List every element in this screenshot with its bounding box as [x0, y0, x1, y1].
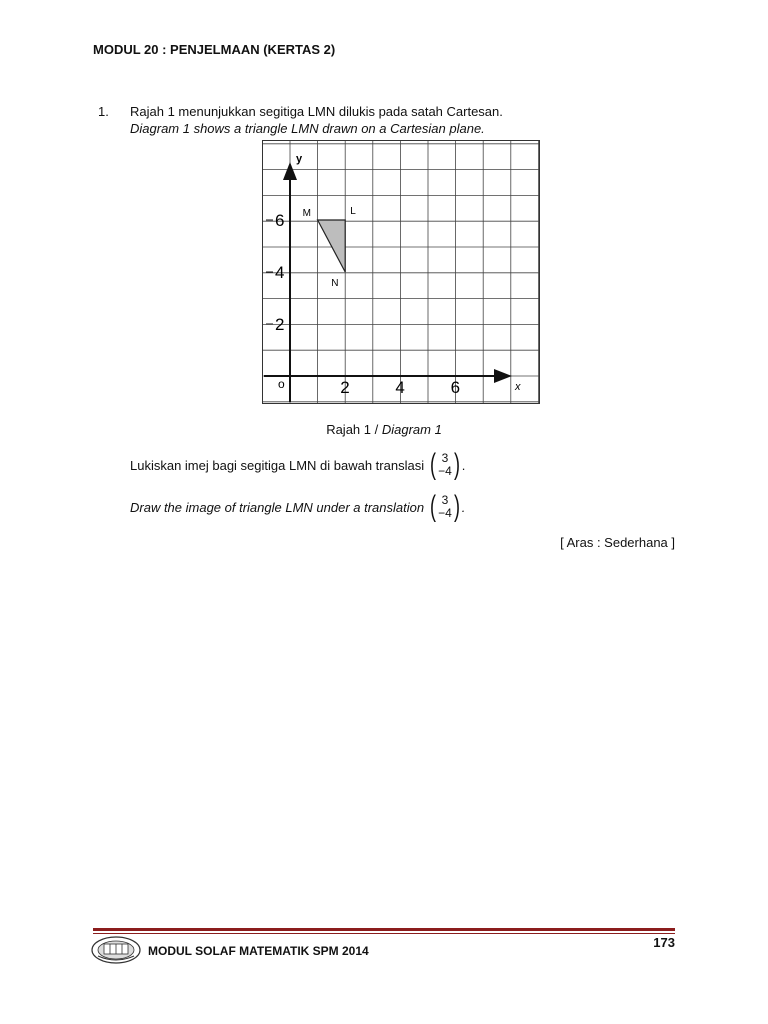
ministry-logo-icon	[90, 932, 142, 966]
cartesian-diagram	[262, 140, 542, 405]
instruction-malay-text: Lukiskan imej bagi segitiga LMN di bawah translasi	[130, 457, 425, 473]
origin-label: o	[278, 377, 285, 391]
y-axis-label: y	[296, 153, 303, 165]
instruction-english-text: Draw the image of triangle LMN under a translation	[130, 499, 425, 515]
y-tick-label: 4	[275, 263, 285, 282]
question-text-english: Diagram 1 shows a triangle LMN drawn on a Cartesian plane.	[130, 121, 485, 136]
right-paren: )	[453, 490, 460, 523]
x-tick-label: 4	[395, 378, 405, 397]
diagram-caption	[0, 422, 768, 437]
vector-top: 3	[441, 493, 449, 507]
grid-border	[263, 141, 540, 404]
vector-bottom: −4	[438, 506, 452, 520]
footer-divider-thick	[93, 928, 675, 931]
footer-divider-thin	[93, 933, 675, 934]
vector-top: 3	[441, 451, 449, 465]
footer-title: MODUL SOLAF MATEMATIK SPM 2014	[148, 944, 369, 958]
vector-bottom: −4	[438, 464, 452, 478]
point-label-l: L	[350, 206, 356, 217]
y-tick-label: 6	[275, 211, 285, 230]
instruction-malay	[130, 450, 465, 480]
question-number: 1.	[98, 104, 109, 119]
x-axis-label: x	[515, 381, 521, 393]
left-paren: (	[430, 448, 437, 481]
x-tick-label: 6	[450, 378, 461, 397]
caption-english: Diagram 1	[381, 422, 442, 437]
page-header-title: MODUL 20 : PENJELMAAN (KERTAS 2)	[93, 42, 336, 57]
point-label-m: M	[302, 208, 311, 219]
period: .	[461, 457, 466, 473]
caption-malay: Rajah 1 /	[326, 422, 382, 437]
page-number: 173	[653, 935, 675, 950]
question-text-malay: Rajah 1 menunjukkan segitiga LMN dilukis pada satah Cartesan.	[130, 104, 503, 119]
x-tick-label: 2	[340, 378, 350, 397]
point-label-n: N	[331, 278, 339, 289]
right-paren: )	[453, 448, 460, 481]
y-tick-label: 2	[275, 315, 285, 334]
left-paren: (	[430, 490, 437, 523]
period: .	[461, 499, 466, 515]
instruction-english	[130, 492, 465, 522]
translation-vector-malay	[428, 450, 462, 480]
difficulty-level: [ Aras : Sederhana ]	[560, 535, 675, 550]
translation-vector-english	[428, 492, 462, 522]
